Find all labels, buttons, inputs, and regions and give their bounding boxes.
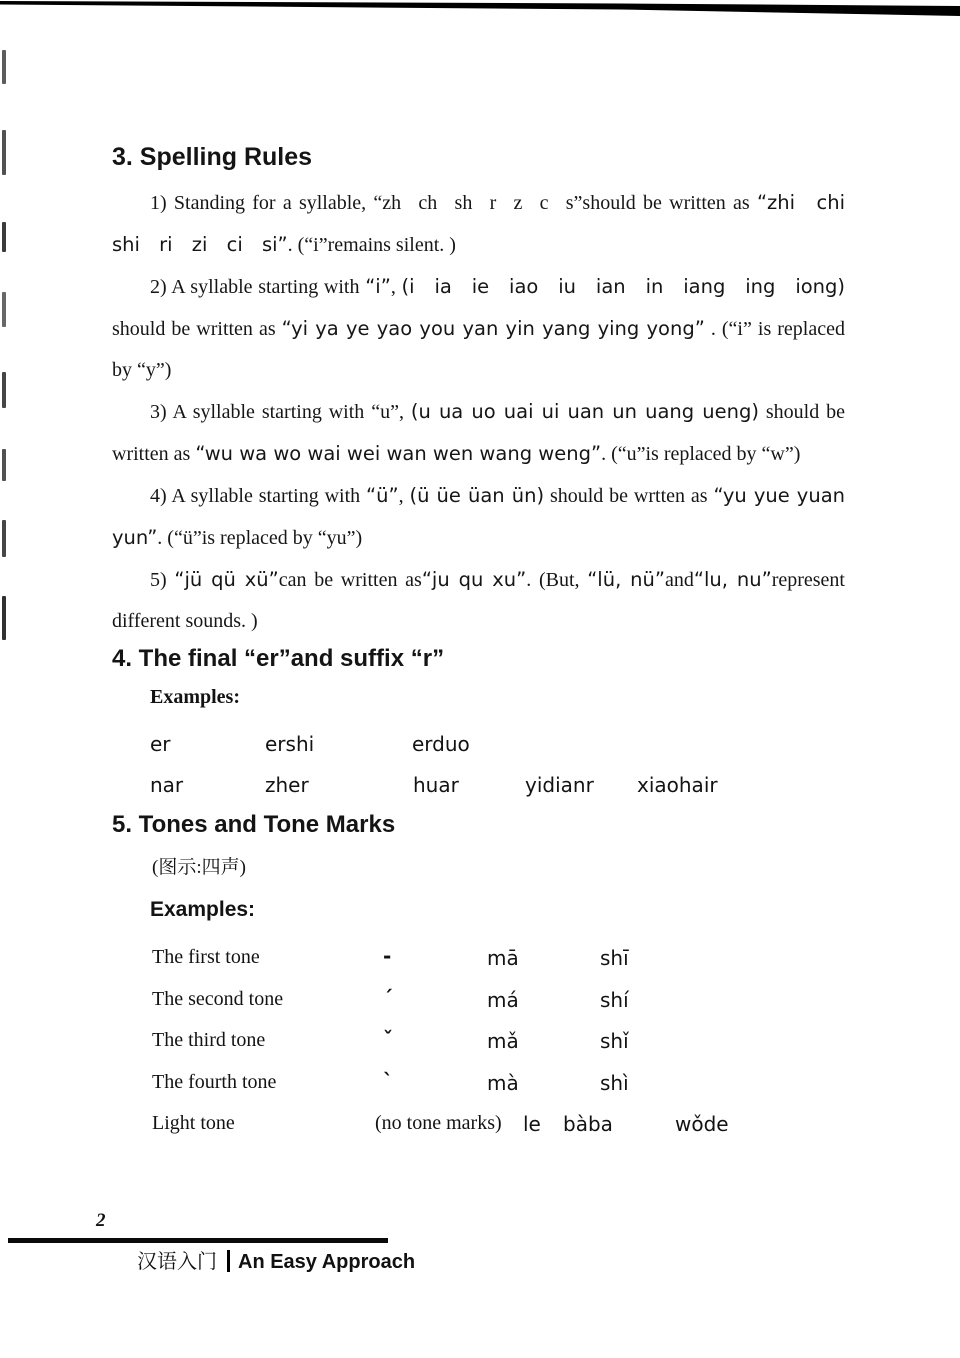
- light-tone-row: [112, 1106, 845, 1148]
- scan-edge-mark: [2, 596, 6, 640]
- example-row: [112, 726, 845, 767]
- tone-mark: ˊ: [383, 985, 393, 1010]
- section-heading-tones: 5. Tones and Tone Marks: [112, 811, 396, 838]
- tone-label: Light tone: [152, 1112, 235, 1134]
- body-text: . (“ü”is replaced by “yu”): [157, 527, 363, 549]
- tone-note: (no tone marks): [375, 1112, 502, 1134]
- tone-syllable: mā: [487, 946, 519, 970]
- pinyin-text: “ju qu xu”: [421, 568, 527, 591]
- footer-brand-chinese: 汉语入门: [137, 1251, 217, 1273]
- tone-syllable: mà: [487, 1070, 519, 1095]
- pinyin-example: nar: [150, 773, 184, 797]
- pinyin-example: xiaohair: [637, 773, 718, 797]
- tone-mark: ˋ: [383, 1068, 393, 1093]
- tone-syllable: shì: [600, 1070, 629, 1095]
- spelling-rule-paragraph: [112, 266, 845, 391]
- page-number: 2: [96, 1210, 106, 1231]
- tone-mark: -: [383, 944, 392, 968]
- tone-syllable: mǎ: [487, 1029, 519, 1053]
- pinyin-text: “i”: [365, 275, 391, 298]
- tone-row: [112, 1065, 845, 1107]
- tone-label: The first tone: [152, 946, 260, 968]
- pinyin-text: “yi ya ye yao you yan yin yang ying yong”: [281, 317, 705, 340]
- body-text: . (“u”is replaced by “w”): [601, 443, 801, 465]
- scan-edge-mark: [2, 520, 6, 557]
- footer-brand: [137, 1245, 415, 1274]
- tone-syllable: shǐ: [600, 1029, 629, 1053]
- tone-syllable: le: [523, 1112, 541, 1136]
- tone-table: [112, 940, 845, 1148]
- tone-mark: ˇ: [383, 1027, 393, 1051]
- footer-brand-english: An Easy Approach: [238, 1251, 416, 1273]
- tone-row: [112, 982, 845, 1024]
- scan-edge-mark: [2, 292, 6, 327]
- scan-edge-mark: [2, 222, 6, 252]
- body-text: and: [665, 569, 694, 591]
- pinyin-example: erduo: [412, 732, 470, 756]
- body-text: 1) Standing for a syllable,: [150, 192, 374, 214]
- pinyin-example: huar: [413, 773, 459, 797]
- tone-label: The second tone: [152, 987, 284, 1010]
- section-heading-spelling-rules: 3. Spelling Rules: [112, 143, 313, 171]
- pinyin-text: “zhi chi shi ri zi ci si”: [112, 191, 845, 256]
- tone-syllable: shī: [600, 946, 629, 970]
- section-heading-final-er: 4. The final “er”and suffix “r”: [112, 645, 445, 672]
- footer-divider-bar: [227, 1250, 230, 1272]
- final-er-example-rows: [112, 726, 845, 808]
- pinyin-text: (i ia ie iao iu ian in iang ing iong): [401, 275, 846, 298]
- pinyin-text: “ü”: [366, 484, 399, 507]
- examples-label-tones: Examples:: [150, 898, 256, 921]
- scan-top-bar-artifact: [0, 0, 960, 18]
- spelling-rules-paragraphs: [112, 182, 845, 642]
- pinyin-text: (ü üe üan ün): [409, 484, 545, 507]
- pinyin-example: zher: [265, 773, 309, 797]
- body-text: should be wrtten as: [544, 485, 714, 507]
- pinyin-text: “wu wa wo wai wei wan wen wang weng”: [195, 442, 602, 465]
- scan-edge-mark: [2, 449, 6, 481]
- example-row: [112, 767, 845, 808]
- body-text: should be written as: [112, 401, 845, 465]
- pinyin-text: “jü qü xü”: [174, 568, 279, 591]
- tone-label: The third tone: [152, 1029, 266, 1051]
- body-text: 2) A syllable starting with: [150, 276, 366, 298]
- body-text: ,: [390, 276, 402, 298]
- pinyin-example: ershi: [265, 732, 315, 756]
- tone-row: [112, 1023, 845, 1065]
- spelling-rule-paragraph: [112, 182, 845, 266]
- body-text: 4) A syllable starting with: [150, 485, 367, 507]
- body-text: . (“i” is replaced by “y”): [112, 318, 845, 381]
- footer-rule: [8, 1238, 388, 1243]
- pinyin-text: “lu, nu”: [693, 568, 772, 591]
- body-text: “zh ch sh r z c s”: [373, 192, 583, 214]
- spelling-rule-paragraph: [112, 475, 845, 559]
- tones-chinese-note: (图示:四声): [152, 857, 246, 878]
- tone-syllable: bàba: [563, 1112, 613, 1136]
- body-text: can be written as: [278, 569, 422, 591]
- tone-syllable: má: [487, 987, 519, 1012]
- examples-label-final-er: Examples:: [150, 686, 240, 708]
- tone-row: [112, 940, 845, 982]
- tone-syllable: shí: [600, 987, 629, 1012]
- scan-edge-mark: [2, 50, 6, 84]
- tone-label: The fourth tone: [152, 1070, 277, 1093]
- tone-syllable: wǒde: [675, 1112, 729, 1136]
- body-text: 3) A syllable starting with “u”,: [150, 401, 411, 423]
- pinyin-example: er: [150, 732, 171, 756]
- pinyin-example: yidianr: [525, 773, 594, 797]
- body-text: should be written as: [582, 192, 757, 214]
- scan-edge-mark: [2, 372, 6, 408]
- body-text: should be written as: [112, 318, 282, 340]
- spelling-rule-paragraph: [112, 559, 845, 642]
- body-text: 5): [150, 569, 175, 591]
- body-text: represent different sounds. ): [112, 569, 845, 632]
- scan-edge-mark: [2, 130, 6, 175]
- pinyin-text: “yu yue yuan yun”: [112, 484, 845, 549]
- body-text: . (“i”remains silent. ): [287, 234, 456, 256]
- body-text: ,: [398, 485, 410, 507]
- page-body: [112, 142, 845, 1148]
- pinyin-text: “lü, nü”: [587, 568, 665, 591]
- body-text: . (But,: [526, 569, 588, 591]
- pinyin-text: (u ua uo uai ui uan un uang ueng): [410, 400, 759, 423]
- spelling-rule-paragraph: [112, 391, 845, 475]
